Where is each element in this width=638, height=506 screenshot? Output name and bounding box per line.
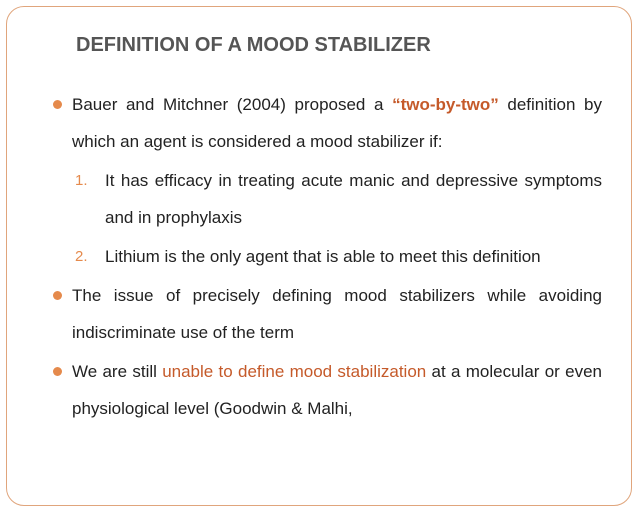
bullet-1-highlight: “two-by-two” [392,95,499,114]
bullet-1-text-pre: Bauer and Mitchner (2004) proposed a [72,95,393,114]
bullet-2-text: The issue of precisely defining mood stabilizers while avoiding indiscriminate use of the term [72,286,602,342]
bullet-1-text-post: definition by which an agent is considered a mood stabilizer if: [72,95,602,151]
numbered-item-1 [53,162,602,236]
numbered-item-2-number: 2. [75,248,88,265]
slide-content [53,86,602,429]
bullet-dot-icon [53,100,62,109]
bullet-item-2 [53,277,602,351]
bullet-3-highlight: unable to define mood stabilization [162,362,427,381]
bullet-item-3 [53,353,602,427]
numbered-item-2 [53,238,602,275]
numbered-item-1-number: 1. [75,172,88,189]
bullet-dot-icon [53,291,62,300]
slide-title: DEFINITION OF A MOOD STABILIZER [76,34,431,56]
numbered-item-2-text: Lithium is the only agent that is able to meet this definition [105,247,541,266]
bullet-item-1 [53,86,602,160]
bullet-dot-icon [53,367,62,376]
bullet-3-text-pre: We are still [72,362,163,381]
numbered-item-1-text: It has efficacy in treating acute manic and depressive symptoms and in prophylaxis [105,171,602,227]
bullet-3-text-post: at a molecular or even physiological level (Goodwin & Malhi, [72,362,602,418]
